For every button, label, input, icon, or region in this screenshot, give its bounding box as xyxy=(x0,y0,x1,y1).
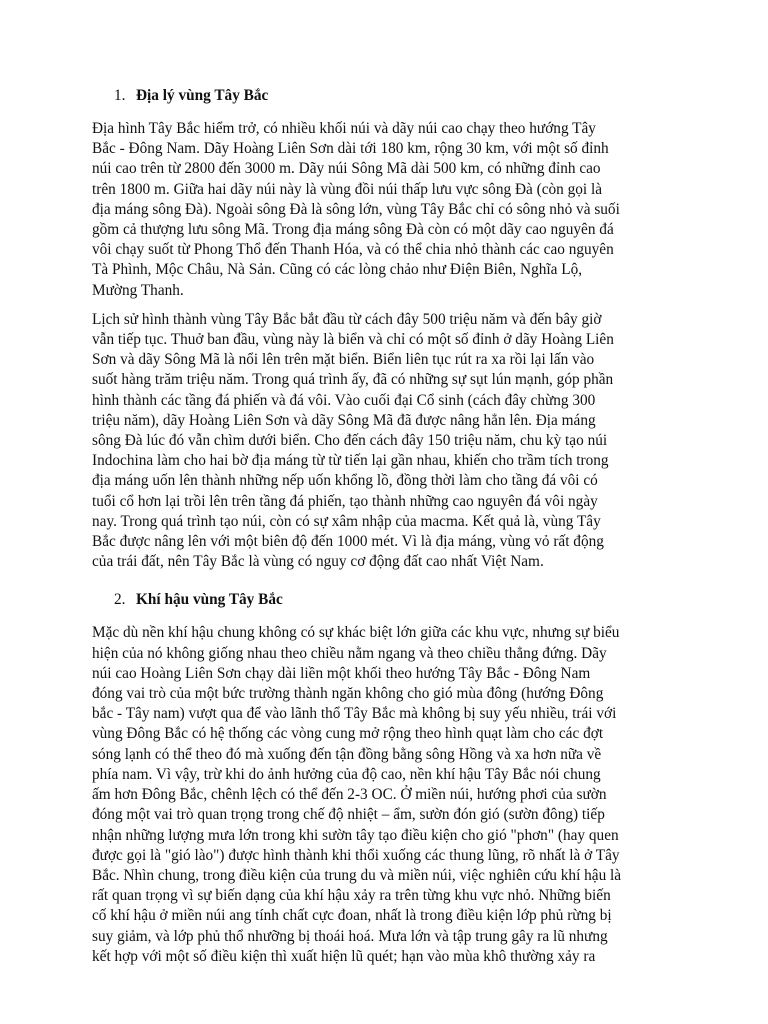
text-line: Lịch sử hình thành vùng Tây Bắc bắt đầu từ cách đây 500 triệu năm và đến bây giờ xyxy=(92,310,602,328)
text-line: phía nam. Vì vậy, trừ khi do ảnh hưởng của độ cao, nền khí hậu Tây Bắc nói chung xyxy=(92,765,601,783)
text-line: Địa hình Tây Bắc hiểm trở, có nhiều khối núi và dãy núi cao chạy theo hướng Tây xyxy=(92,120,596,137)
text-line: bắc - Tây nam) vượt qua để vào lãnh thổ Tây Bắc mà không bị suy yếu nhiều, trái với xyxy=(92,705,617,723)
text-line: gồm cả thượng lưu sông Mã. Trong địa máng sông Đà còn có một dãy cao nguyên đá xyxy=(92,221,614,239)
text-line: của trái đất, nên Tây Bắc là vùng có nguy cơ động đất cao nhất Việt Nam. xyxy=(92,553,544,571)
text-line: đóng vai trò của một bức trường thành ngăn không cho gió mùa đông (hướng Đông xyxy=(92,685,604,703)
text-line: triệu năm), dãy Hoàng Liên Sơn và dãy Sông Mã đã được nâng hẳn lên. Địa máng xyxy=(92,411,596,429)
text-line: kết hợp với một số điều kiện thì xuất hiện lũ quét; hạn vào mùa khô thường xảy ra xyxy=(92,947,596,965)
section-title: Khí hậu vùng Tây Bắc xyxy=(136,591,283,609)
text-line: nay. Trong quá trình tạo núi, còn có sự xâm nhập của macma. Kết quả là, vùng Tây xyxy=(92,512,601,530)
text-line: sông Đà lúc đó vẫn chìm dưới biển. Cho đến cách đây 150 triệu năm, chu kỳ tạo núi xyxy=(92,432,608,450)
section-heading xyxy=(92,590,676,610)
text-line: Bắc. Nhìn chung, trong điều kiện của trung du và miền núi, việc nghiên cứu khí hậu là xyxy=(92,866,622,884)
text-line: đóng một vai trò quan trọng trong chế độ nhiệt – ẩm, sườn đón gió (sườn đông) tiếp xyxy=(92,806,605,824)
text-line: Tà Phình, Mộc Châu, Nà Sản. Cũng có các lòng chảo như Điện Biên, Nghĩa Lộ, xyxy=(92,261,583,279)
text-line: địa máng sông Đà). Ngoài sông Đà là sông lớn, vùng Tây Bắc chỉ có sông nhỏ và suối xyxy=(92,200,620,218)
text-line: Mường Thanh. xyxy=(92,281,184,299)
section-title: Địa lý vùng Tây Bắc xyxy=(136,87,269,104)
paragraph xyxy=(92,623,676,966)
text-line: cố khí hậu ở miền núi ang tính chất cực đoan, nhất là trong điều kiện lớp phủ rừng bị xyxy=(92,907,612,925)
text-line: tuổi cổ hơn lại trồi lên trên tầng đá phiến, tạo thành những cao nguyên đá vôi ngày xyxy=(92,492,598,510)
text-line: Bắc được nâng lên với một biên độ đến 1000 mét. Vì là địa máng, vùng vỏ rất động xyxy=(92,533,604,551)
text-line: sóng lạnh có thể theo đó mà xuống đến tận đồng bằng sông Hồng và xa hơn nữa về xyxy=(92,745,602,763)
text-line: hiện của nó không giống nhau theo chiều nằm ngang và theo chiều thẳng đứng. Dãy xyxy=(92,644,607,662)
paragraph xyxy=(92,119,676,301)
text-line: suy giảm, và lớp phủ thổ nhưỡng bị thoái hoá. Mưa lớn và tập trung gây ra lũ nhưng xyxy=(92,927,608,945)
text-line: Mặc dù nền khí hậu chung không có sự khác biệt lớn giữa các khu vực, nhưng sự biểu xyxy=(92,624,620,642)
text-line: vùng Đông Bắc có hệ thống các vòng cung mở rộng theo hình quạt làm cho các đợt xyxy=(92,725,604,743)
text-line: ấm hơn Đông Bắc, chênh lệch có thể đến 2-3 OC. Ở miền núi, hướng phơi của sườn xyxy=(92,786,607,804)
section-number: 1. xyxy=(114,87,126,104)
text-line: trên 1800 m. Giữa hai dãy núi này là vùng đồi núi thấp lưu vực sông Đà (còn gọi là xyxy=(92,180,603,198)
text-line: nhận những lượng mưa lớn trong khi sườn tây tạo điều kiện cho gió "phơn" (hay quen xyxy=(92,826,619,844)
text-line: núi cao trên từ 2800 đến 3000 m. Dãy núi Sông Mã dài 500 km, có những đỉnh cao xyxy=(92,160,601,178)
text-line: Indochina làm cho hai bờ địa máng từ từ tiến lại gần nhau, khiến cho trầm tích trong xyxy=(92,452,609,470)
text-line: rất quan trọng vì sự biến dạng của khí hậu xảy ra trên từng khu vực nhỏ. Những biến xyxy=(92,887,611,905)
text-line: địa máng uốn lên thành những nếp uốn khổng lồ, đồng thời làm cho tầng đá vôi có xyxy=(92,472,598,490)
text-line: suốt hàng trăm triệu năm. Trong quá trình ấy, đã có những sự sụt lún mạnh, góp phần xyxy=(92,371,614,389)
text-line: được gọi là "gió lào") được hình thành khi thổi xuống các thung lũng, rõ nhất là ở Tây xyxy=(92,846,620,864)
text-line: vẫn tiếp tục. Thuở ban đầu, vùng này là biển và chỉ có một số đỉnh ở dãy Hoàng Liên xyxy=(92,331,614,349)
text-line: Sơn và dãy Sông Mã là nổi lên trên mặt biển. Biển liên tục rút ra xa rồi lại lấn vào xyxy=(92,351,595,369)
paragraph xyxy=(92,310,676,573)
section-heading xyxy=(92,86,676,106)
text-line: Bắc - Đông Nam. Dãy Hoàng Liên Sơn dài tới 180 km, rộng 30 km, với một số đỉnh xyxy=(92,140,609,158)
text-line: vôi chạy suốt từ Phong Thổ đến Thanh Hóa, và có thể chia nhỏ thành các cao nguyên xyxy=(92,241,614,259)
text-line: núi cao Hoàng Liên Sơn chạy dài liền một khối theo hướng Tây Bắc - Đông Nam xyxy=(92,664,591,682)
section-number: 2. xyxy=(114,591,126,609)
text-line: hình thành các tầng đá phiến và đá vôi. Vào cuối đại Cổ sinh (cách đây chừng 300 xyxy=(92,391,596,409)
